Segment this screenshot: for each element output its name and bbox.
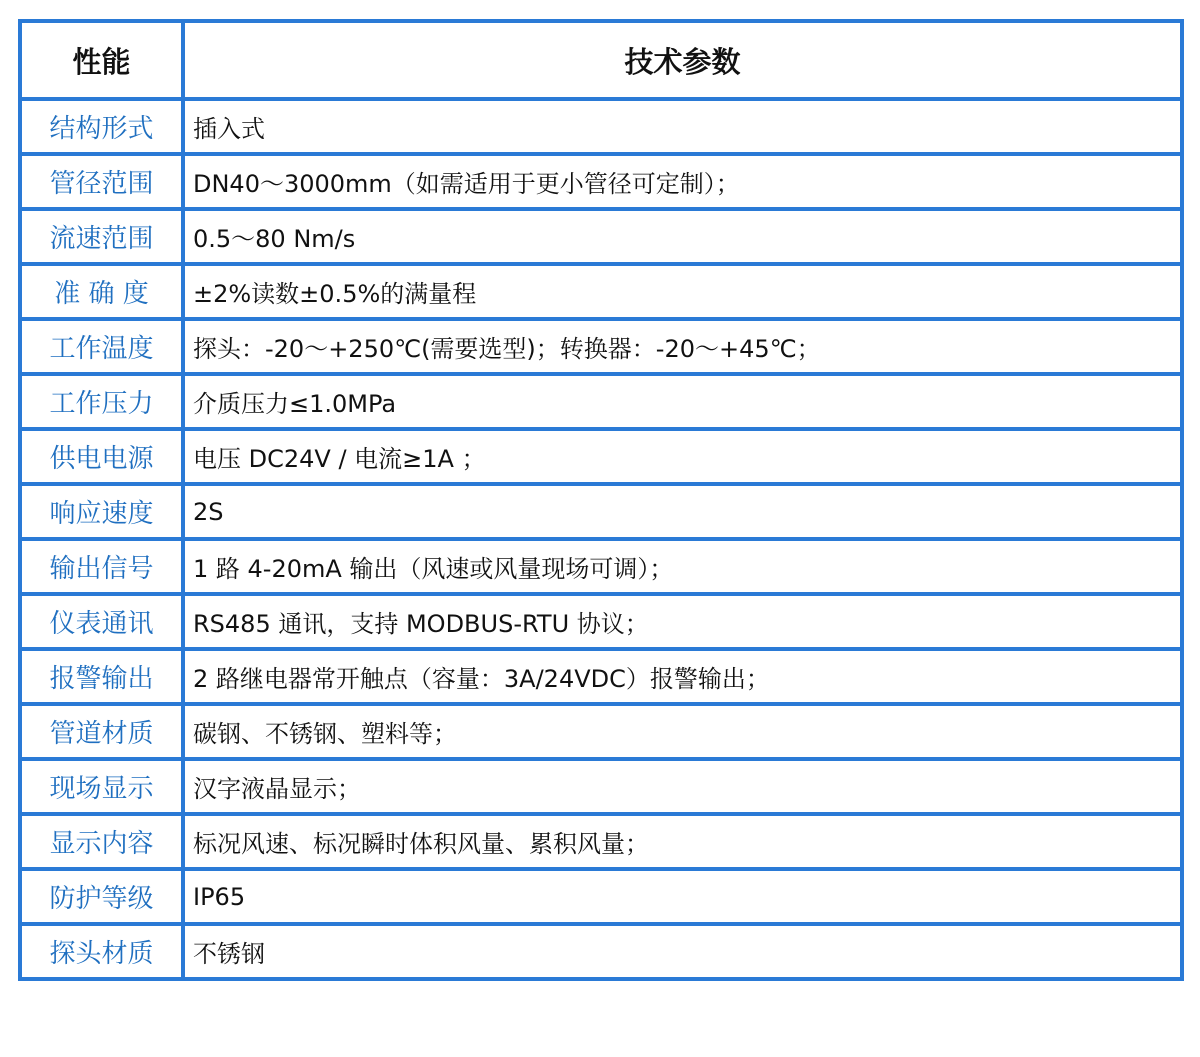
header-technical-parameters: 技术参数	[183, 21, 1182, 99]
row-value: DN40～3000mm（如需适用于更小管径可定制）；	[183, 154, 1182, 209]
row-label: 准 确 度	[20, 264, 183, 319]
row-value: IP65	[183, 869, 1182, 924]
table-row	[20, 209, 1182, 264]
row-value: 2S	[183, 484, 1182, 539]
row-label: 探头材质	[20, 924, 183, 979]
row-label: 报警输出	[20, 649, 183, 704]
row-value: 标况风速、标况瞬时体积风量、累积风量；	[183, 814, 1182, 869]
row-value: 汉字液晶显示；	[183, 759, 1182, 814]
table-row	[20, 704, 1182, 759]
row-label: 供电电源	[20, 429, 183, 484]
row-label: 结构形式	[20, 99, 183, 154]
table-row	[20, 649, 1182, 704]
spec-table	[18, 19, 1184, 981]
row-label: 工作温度	[20, 319, 183, 374]
row-label: 显示内容	[20, 814, 183, 869]
table-row	[20, 594, 1182, 649]
row-value: 0.5～80 Nm/s	[183, 209, 1182, 264]
table-header-row	[20, 21, 1182, 99]
row-label: 输出信号	[20, 539, 183, 594]
row-value: 探头：-20～+250℃(需要选型)；转换器：-20～+45℃；	[183, 319, 1182, 374]
row-label: 流速范围	[20, 209, 183, 264]
table-row	[20, 319, 1182, 374]
row-label: 防护等级	[20, 869, 183, 924]
row-value: 碳钢、不锈钢、塑料等；	[183, 704, 1182, 759]
table-row	[20, 539, 1182, 594]
table-row	[20, 264, 1182, 319]
row-value: 插入式	[183, 99, 1182, 154]
row-value: 不锈钢	[183, 924, 1182, 979]
row-label: 现场显示	[20, 759, 183, 814]
table-row	[20, 154, 1182, 209]
table-row	[20, 429, 1182, 484]
row-value: 电压 DC24V / 电流≥1A ；	[183, 429, 1182, 484]
table-row	[20, 484, 1182, 539]
table-row	[20, 869, 1182, 924]
row-label: 管道材质	[20, 704, 183, 759]
row-label: 工作压力	[20, 374, 183, 429]
table-row	[20, 924, 1182, 979]
row-value: ±2%读数±0.5%的满量程	[183, 264, 1182, 319]
row-label: 响应速度	[20, 484, 183, 539]
header-performance: 性能	[20, 21, 183, 99]
table-row	[20, 814, 1182, 869]
table-row	[20, 759, 1182, 814]
row-value: RS485 通讯，支持 MODBUS-RTU 协议；	[183, 594, 1182, 649]
row-label: 管径范围	[20, 154, 183, 209]
row-value: 介质压力≤1.0MPa	[183, 374, 1182, 429]
row-label: 仪表通讯	[20, 594, 183, 649]
table-row	[20, 374, 1182, 429]
table-row	[20, 99, 1182, 154]
row-value: 1 路 4-20mA 输出（风速或风量现场可调）；	[183, 539, 1182, 594]
row-value: 2 路继电器常开触点（容量：3A/24VDC）报警输出；	[183, 649, 1182, 704]
